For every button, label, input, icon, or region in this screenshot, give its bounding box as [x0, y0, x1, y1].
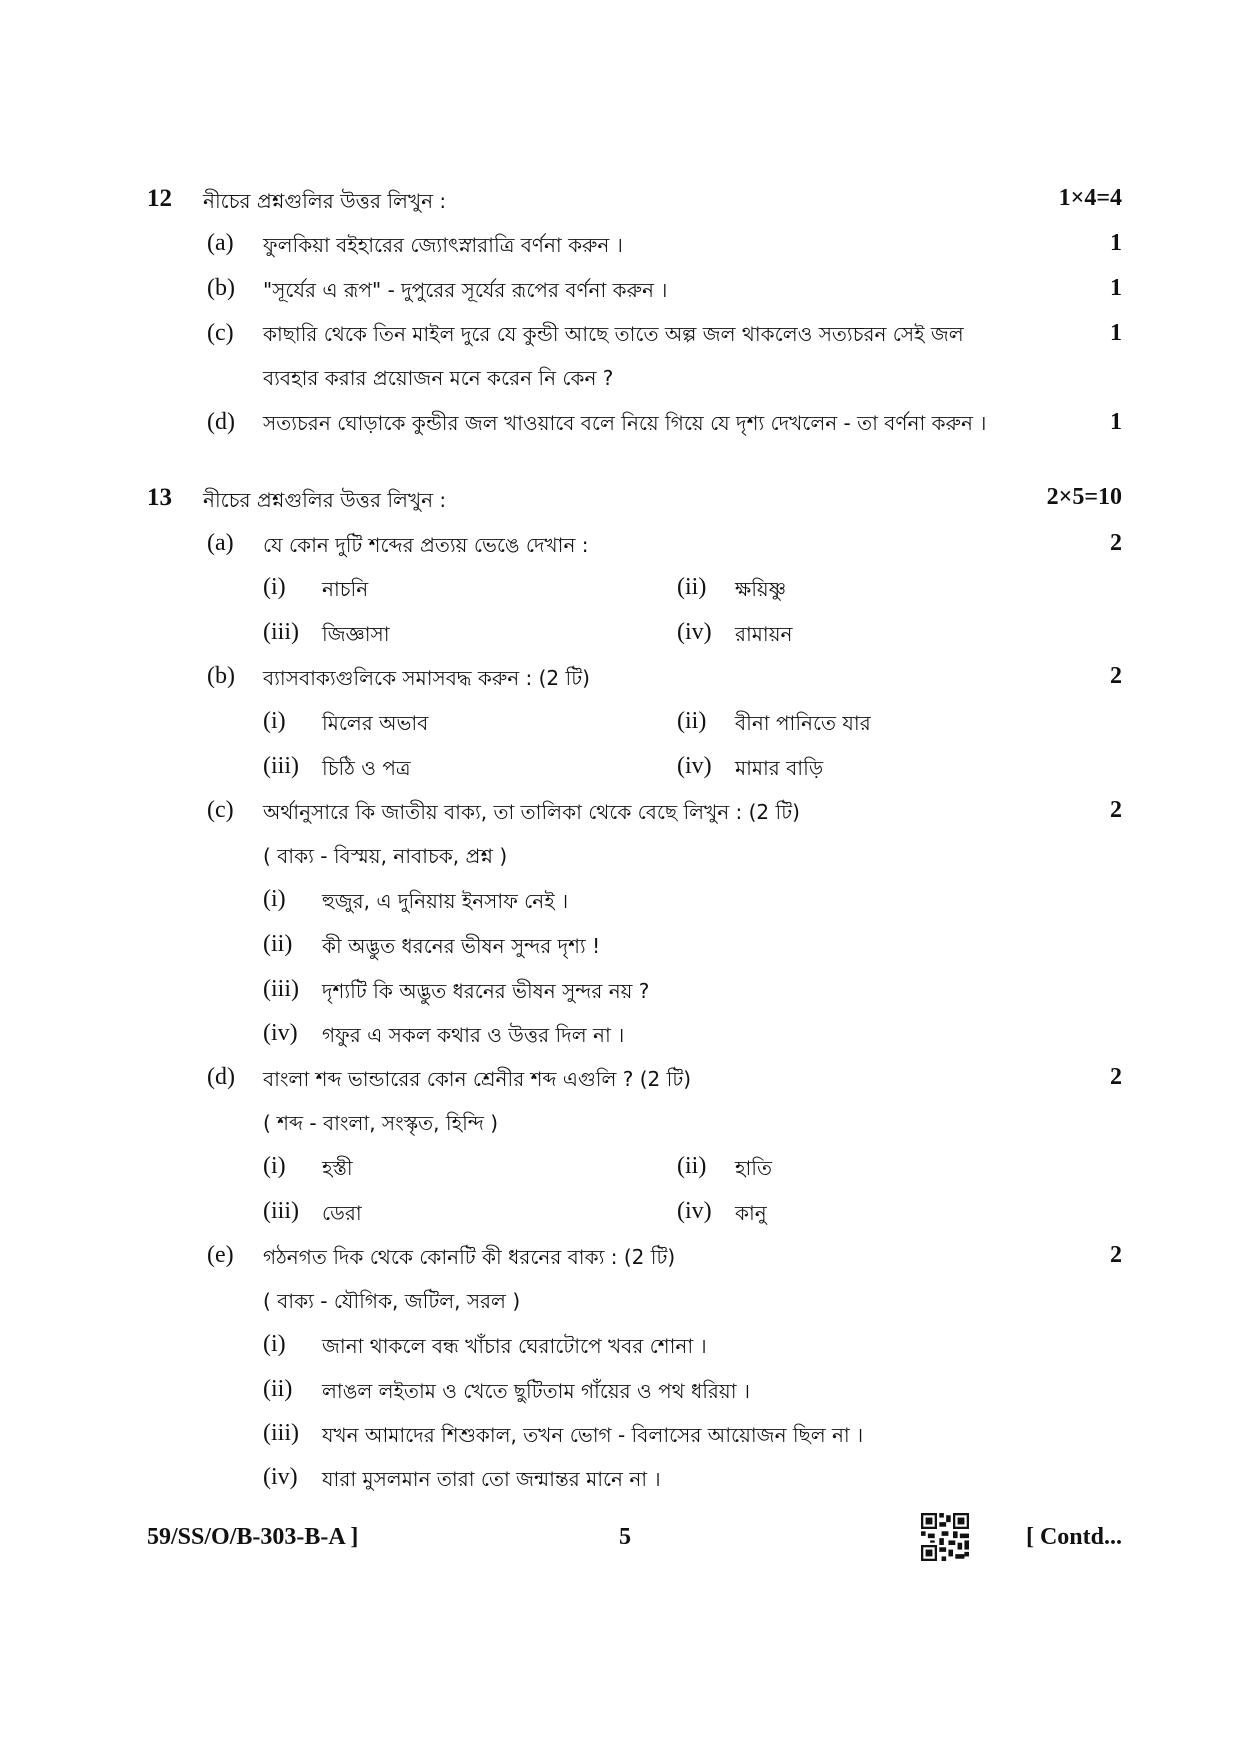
q13-part-c-text: অর্থানুসারে কি জাতীয় বাক্য, তা তালিকা থেকে বেছে লিখুন : (2 টি) [263, 800, 800, 824]
q13-part-a-marks: 2 [1110, 530, 1122, 556]
option-label: (ii) [677, 708, 707, 734]
q12-part-c-text-continued: ব্যবহার করার প্রয়োজন মনে করেন নি কেন ? [263, 366, 614, 390]
item-label: (iv) [263, 1464, 298, 1490]
q13-part-b-text: ব্যাসবাক্যগুলিকে সমাসবদ্ধ করুন : (2 টি) [263, 666, 590, 690]
q13-part-e-marks: 2 [1110, 1242, 1122, 1268]
item-label: (iii) [263, 1420, 299, 1446]
option-text: হস্তী [322, 1156, 353, 1180]
q13-part-c-choice-list: ( বাক্য - বিস্ময়, নাবাচক, প্রশ্ন ) [263, 844, 508, 868]
q12-part-d-text: সত্যচরন ঘোড়াকে কুন্ডীর জল খাওয়াবে বলে নিয়ে গিয়ে যে দৃশ্য দেখলেন - তা বর্ণনা করুন । [263, 411, 987, 435]
q12-part-label: (c) [207, 320, 234, 346]
item-text: কী অদ্ভুত ধরনের ভীষন সুন্দর দৃশ্য ! [322, 934, 601, 958]
item-text: লাঙল লইতাম ও খেতে ছুটিতাম গাঁয়ের ও পথ ধরিয়া । [322, 1379, 751, 1403]
item-text: যারা মুসলমান তারা তো জন্মান্তর মানে না । [322, 1467, 661, 1491]
q12-part-b-marks: 1 [1110, 275, 1122, 301]
question-12-marks: 1×4=4 [1058, 185, 1122, 211]
page-number: 5 [619, 1524, 631, 1550]
q12-part-a-marks: 1 [1110, 230, 1122, 256]
q12-part-d-marks: 1 [1110, 409, 1122, 435]
item-label: (i) [263, 886, 286, 912]
option-text: ডেরা [322, 1201, 362, 1225]
item-label: (ii) [263, 1376, 293, 1402]
q12-part-c-text: কাছারি থেকে তিন মাইল দুরে যে কুন্ডী আছে তাতে অল্প জল থাকলেও সত্যচরন সেই জল [263, 322, 964, 346]
option-label: (iv) [677, 753, 712, 779]
q13-part-label: (b) [207, 663, 235, 689]
q12-part-c-marks: 1 [1110, 320, 1122, 346]
item-label: (iii) [263, 976, 299, 1002]
option-label: (i) [263, 1153, 286, 1179]
option-text: চিঠি ও পত্র [322, 756, 411, 780]
question-number-12: 12 [147, 185, 172, 212]
q13-part-d-choice-list: ( শব্দ - বাংলা, সংস্কৃত, হিন্দি ) [263, 1111, 499, 1135]
question-number-13: 13 [147, 484, 172, 511]
option-text: নাচনি [322, 577, 369, 601]
option-text: বীনা পানিতে যার [735, 711, 871, 735]
item-label: (i) [263, 1331, 286, 1357]
q13-part-b-marks: 2 [1110, 663, 1122, 689]
option-label: (iii) [263, 1198, 299, 1224]
q12-part-label: (d) [207, 409, 235, 435]
item-text: গফুর এ সকল কথার ও উত্তর দিল না । [322, 1023, 625, 1047]
q12-part-label: (a) [207, 230, 234, 256]
option-label: (ii) [677, 574, 707, 600]
option-label: (iii) [263, 619, 299, 645]
q13-part-d-marks: 2 [1110, 1064, 1122, 1090]
q13-part-d-text: বাংলা শব্দ ভান্ডারের কোন শ্রেনীর শব্দ এগুলি ? (2 টি) [263, 1067, 692, 1091]
q13-part-e-text: গঠনগত দিক থেকে কোনটি কী ধরনের বাক্য : (2 টি) [263, 1245, 676, 1269]
continued-marker: [ Contd... [1025, 1524, 1122, 1550]
item-label: (iv) [263, 1020, 298, 1046]
option-text: হাতি [735, 1156, 773, 1180]
paper-code: 59/SS/O/B-303-B-A ] [147, 1524, 359, 1550]
q13-part-label: (a) [207, 530, 234, 556]
item-text: জানা থাকলে বন্ধ খাঁচার ঘেরাটোপে খবর শোনা । [322, 1334, 707, 1358]
option-label: (iii) [263, 753, 299, 779]
option-label: (iv) [677, 1198, 712, 1224]
option-text: মিলের অভাব [322, 711, 429, 735]
item-text: দৃশ্যটি কি অদ্ভুত ধরনের ভীষন সুন্দর নয় ? [322, 979, 650, 1003]
option-text: মামার বাড়ি [735, 756, 824, 780]
q13-part-label: (d) [207, 1064, 235, 1090]
question-13-instruction: নীচের প্রশ্নগুলির উত্তর লিখুন : [203, 488, 447, 512]
option-text: ক্ষয়িষ্ণু [735, 577, 787, 601]
q12-part-a-text: ফুলকিয়া বইহারের জ্যোৎস্নারাত্রি বর্ণনা করুন । [263, 233, 623, 257]
option-text: জিজ্ঞাসা [322, 622, 390, 646]
qr-code-icon [921, 1513, 969, 1561]
item-text: যখন আমাদের শিশুকাল, তখন ভোগ - বিলাসের আয়োজন ছিল না । [322, 1423, 864, 1447]
item-text: হুজুর, এ দুনিয়ায় ইনসাফ নেই । [322, 889, 569, 913]
option-label: (iv) [677, 619, 712, 645]
q12-part-label: (b) [207, 275, 235, 301]
question-12-instruction: নীচের প্রশ্নগুলির উত্তর লিখুন : [203, 189, 447, 213]
q13-part-label: (c) [207, 797, 234, 823]
q13-part-label: (e) [207, 1242, 234, 1268]
option-label: (i) [263, 708, 286, 734]
option-label: (i) [263, 574, 286, 600]
option-text: রামায়ন [735, 622, 793, 646]
q13-part-e-choice-list: ( বাক্য - যৌগিক, জটিল, সরল ) [263, 1289, 521, 1313]
q12-part-b-text: "সূর্যের এ রূপ" - দুপুরের সূর্যের রূপের বর্ণনা করুন । [263, 278, 668, 302]
question-13-marks: 2×5=10 [1046, 484, 1122, 510]
q13-part-c-marks: 2 [1110, 797, 1122, 823]
q13-part-a-text: যে কোন দুটি শব্দের প্রত্যয় ভেঙে দেখান : [263, 533, 589, 557]
item-label: (ii) [263, 931, 293, 957]
option-text: কানু [735, 1201, 767, 1225]
option-label: (ii) [677, 1153, 707, 1179]
